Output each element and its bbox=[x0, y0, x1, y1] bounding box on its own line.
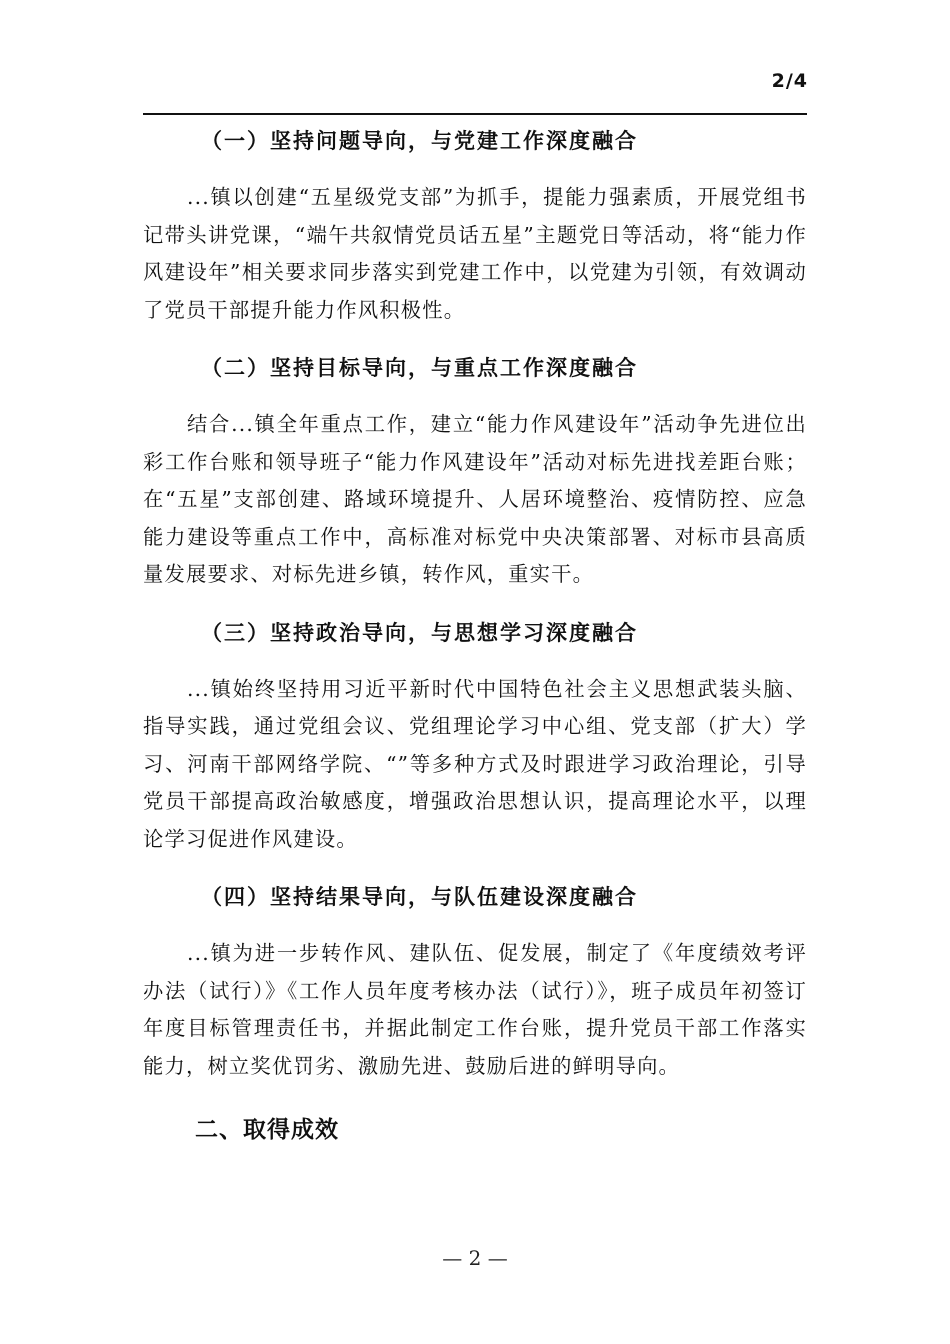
subsection-heading-1: （一）坚持问题导向，与党建工作深度融合 bbox=[201, 129, 638, 153]
subsection-heading-2: （二）坚持目标导向，与重点工作深度融合 bbox=[201, 356, 638, 380]
subsection-paragraph-2: 结合...镇全年重点工作，建立“能力作风建设年”活动争先进位出彩工作台账和领导班子“能力作风建设年”活动对标先进找差距台账；在“五星”支部创建、路域环境提升、人居环境整治、疫情防控、应急能力建设等重点工作中，高标准对标党中央决策部署、对标市县高质量发展要求、对标先进乡镇，转作风，重实干。 bbox=[143, 412, 807, 586]
subsection-heading-4: （四）坚持结果导向，与队伍建设深度融合 bbox=[201, 885, 638, 909]
header-divider bbox=[143, 113, 807, 115]
subsection-paragraph-1: ...镇以创建“五星级党支部”为抓手，提能力强素质，开展党组书记带头讲党课，“端午共叙情党员话五星”主题党日等活动，将“能力作风建设年”相关要求同步落实到党建工作中，以党建为引领，有效调动了党员干部提升能力作风积极性。 bbox=[143, 185, 807, 322]
page-footer-number: — 2 — bbox=[442, 1246, 508, 1270]
document-body bbox=[143, 118, 807, 1153]
section-heading-results: 二、取得成效 bbox=[195, 1117, 339, 1143]
subsection-paragraph-4: ...镇为进一步转作风、建队伍、促发展，制定了《年度绩效考评办法（试行）》《工作人员年度考核办法（试行）》，班子成员年初签订年度目标管理责任书，并据此制定工作台账，提升党员干部工作落实能力，树立奖优罚劣、激励先进、鼓励后进的鲜明导向。 bbox=[143, 941, 807, 1078]
subsection-paragraph-3: ...镇始终坚持用习近平新时代中国特色社会主义思想武装头脑、指导实践，通过党组会议、党组理论学习中心组、党支部（扩大）学习、河南干部网络学院、“”等多种方式及时跟进学习政治理论，引导党员干部提高政治敏感度，增强政治思想认识，提高理论水平，以理论学习促进作风建设。 bbox=[143, 676, 807, 851]
subsection-heading-3: （三）坚持政治导向，与思想学习深度融合 bbox=[201, 620, 638, 645]
page-indicator: 2/4 bbox=[771, 70, 808, 92]
